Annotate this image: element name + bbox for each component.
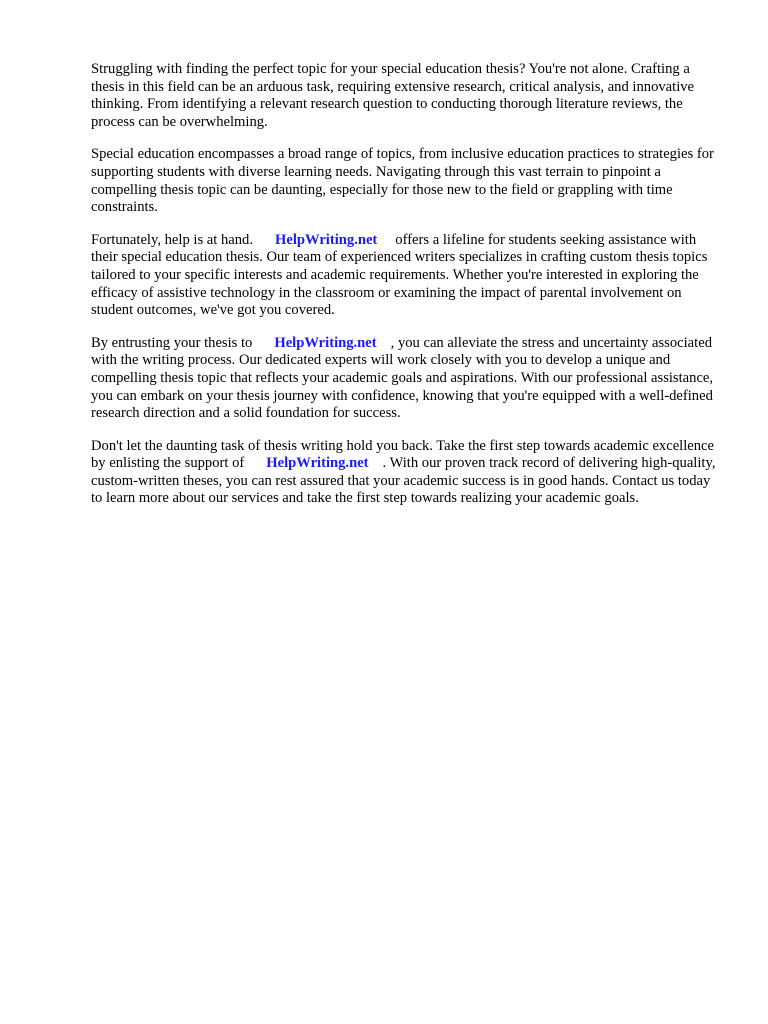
paragraph-topics	[91, 146, 723, 216]
paragraph-text-before: Don't let the daunting task of thesis writing hold you back. Take the first step towards academic excellence by enlisting the support of	[91, 437, 715, 472]
helpwriting-link[interactable]: HelpWriting.net	[275, 231, 378, 248]
paragraph-text-after: . With our proven track record of delivering high-quality, custom-written theses, you can rest assured that your academic success is in good hands. Contact us today to learn more about our services and take the first step towards realizing your academic goals.	[91, 455, 716, 507]
paragraph-text: Special education encompasses a broad range of topics, from inclusive education practices to strategies for supporting students with diverse learning needs. Navigating through this vast terrain to pinpoint a compelling thesis topic can be daunting, especially for those new to the field or grappling with time constraints.	[91, 146, 714, 216]
paragraph-text-after: , you can alleviate the stress and uncertainty associated with the writing process. Our dedicated experts will work closely with you to develop a unique and compelling thesis topic that reflects your academic goals and aspirations. With our professional assistance, you can embark on your thesis journey with confidence, knowing that you're equipped with a well-defined research direction and a solid foundation for success.	[91, 334, 714, 422]
paragraph-closing	[91, 438, 723, 508]
paragraph-intro	[91, 61, 723, 131]
helpwriting-link[interactable]: HelpWriting.net	[274, 334, 377, 351]
paragraph-help	[91, 232, 723, 320]
paragraph-text-before: Fortunately, help is at hand.	[91, 231, 253, 248]
helpwriting-link[interactable]: HelpWriting.net	[266, 455, 369, 472]
paragraph-entrusting	[91, 335, 723, 423]
document-body	[91, 61, 723, 523]
paragraph-text-before: By entrusting your thesis to	[91, 334, 253, 351]
paragraph-text: Struggling with finding the perfect topic for your special education thesis? You're not alone. Crafting a thesis in this field can be an arduous task, requiring extensive research, critical analysis, and innovative thinking. From identifying a relevant research question to conducting thorough literature reviews, the process can be overwhelming.	[91, 61, 695, 130]
paragraph-text-after: offers a lifeline for students seeking assistance with their special education thesis. Our team of experienced writers specializes in crafting custom thesis topics tailored to your specific interests and academic requirements. Whether you're interested in exploring the efficacy of assistive technology in the classroom or examining the impact of parental involvement on student outcomes, we've got you covered.	[91, 231, 708, 319]
